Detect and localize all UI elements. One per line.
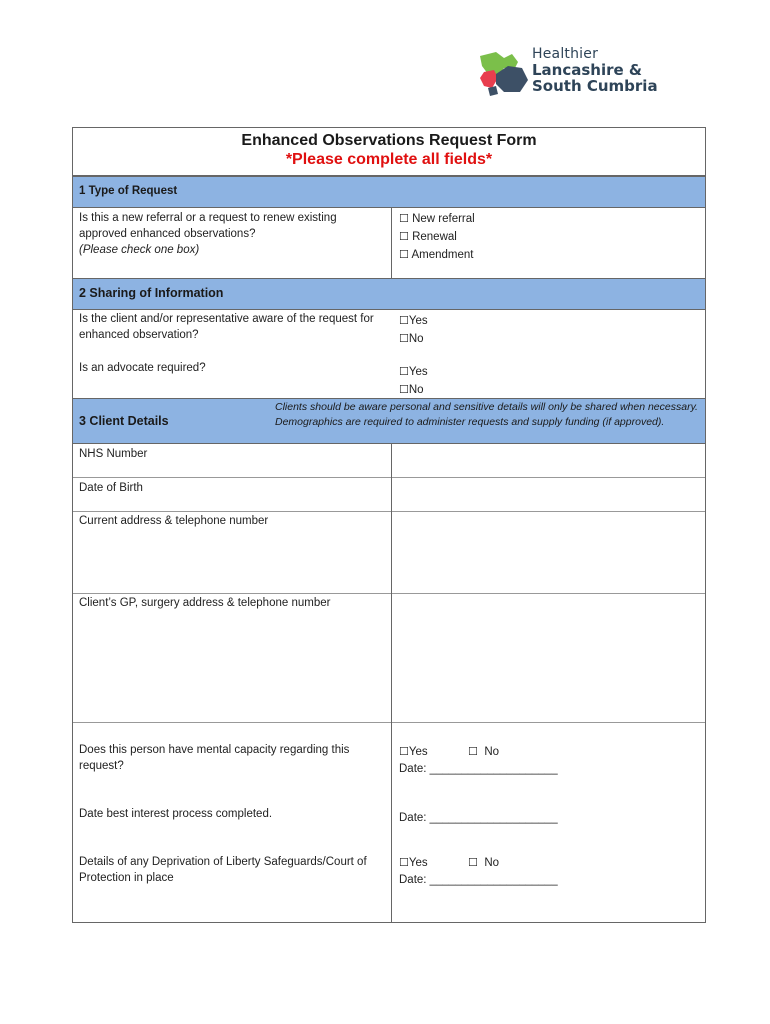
address-label: Current address & telephone number — [79, 515, 269, 527]
best-interest-question: Date best interest process completed. — [79, 808, 273, 820]
checkbox-new-referral[interactable]: ☐ — [399, 212, 409, 225]
checkbox-capacity-yes[interactable]: ☐ — [399, 745, 409, 758]
checkbox-capacity-no[interactable]: ☐ — [468, 745, 478, 758]
dob-label: Date of Birth — [79, 482, 143, 494]
capacity-no[interactable] — [468, 746, 499, 758]
privacy-note: Clients should be aware personal and sensitive details will only be shared when necessary. Demographics are required to administer requests and supply funding (if approved). — [275, 401, 698, 428]
section-1-heading: 1 Type of Request — [79, 185, 178, 197]
advocate-yes-label: Yes — [408, 366, 428, 378]
awareness-yes[interactable] — [399, 312, 599, 330]
awareness-no-label: No — [408, 333, 424, 345]
advocate-no[interactable] — [399, 381, 599, 399]
capacity-date[interactable]: Date: ____________________ — [399, 763, 558, 775]
checkbox-advocate-no[interactable]: ☐ — [399, 383, 409, 396]
capacity-question: Does this person have mental capacity regarding this request? — [79, 744, 350, 772]
section-2-heading: 2 Sharing of Information — [79, 286, 224, 300]
map-emblem-icon — [474, 48, 530, 100]
option-amendment-label: Amendment — [411, 249, 474, 261]
option-new-referral[interactable] — [399, 210, 699, 228]
gp-field[interactable] — [393, 594, 705, 721]
logo-line-1: Healthier — [532, 46, 599, 62]
nhs-number-label: NHS Number — [79, 448, 148, 460]
option-amendment[interactable] — [399, 246, 699, 264]
checkbox-renewal[interactable]: ☐ — [399, 230, 409, 243]
dols-no-label: No — [484, 857, 500, 869]
dols-date[interactable]: Date: ____________________ — [399, 874, 558, 886]
organisation-logo — [474, 44, 674, 100]
option-renewal-label: Renewal — [412, 231, 457, 243]
logo-line-2: Lancashire & — [532, 61, 642, 79]
checkbox-awareness-yes[interactable]: ☐ — [399, 314, 409, 327]
request-form — [72, 127, 706, 923]
request-type-options — [399, 210, 699, 264]
checkbox-awareness-no[interactable]: ☐ — [399, 332, 409, 345]
section-1-header — [73, 176, 705, 208]
section-3-heading: 3 Client Details — [79, 414, 169, 428]
checkbox-dols-no[interactable]: ☐ — [468, 856, 478, 869]
option-new-referral-label: New referral — [412, 213, 475, 225]
form-title-block — [73, 128, 705, 176]
dols-question: Details of any Deprivation of Liberty Safeguards/Court of Protection in place — [79, 856, 367, 884]
form-title: Enhanced Observations Request Form — [241, 132, 537, 149]
awareness-options — [399, 312, 599, 348]
awareness-question: Is the client and/or representative aware of the request for enhanced observation? — [79, 313, 374, 341]
nhs-number-field[interactable] — [393, 444, 705, 477]
section-1-question-cell — [79, 210, 387, 258]
dob-field[interactable] — [393, 478, 705, 511]
checkbox-amendment[interactable]: ☐ — [399, 248, 409, 261]
capacity-options — [399, 743, 699, 778]
address-field[interactable] — [393, 512, 705, 592]
advocate-options — [399, 363, 599, 399]
form-subtitle: *Please complete all fields* — [285, 151, 493, 168]
capacity-yes-label: Yes — [408, 746, 428, 758]
request-type-question: Is this a new referral or a request to renew existing approved enhanced observations? — [79, 212, 337, 240]
dols-no[interactable] — [468, 857, 499, 869]
awareness-yes-label: Yes — [408, 315, 428, 327]
capacity-no-label: No — [484, 746, 500, 758]
checkbox-advocate-yes[interactable]: ☐ — [399, 365, 409, 378]
capacity-yes[interactable] — [399, 746, 428, 758]
advocate-question: Is an advocate required? — [79, 362, 206, 374]
checkbox-dols-yes[interactable]: ☐ — [399, 856, 409, 869]
advocate-yes[interactable] — [399, 363, 599, 381]
gp-label: Client’s GP, surgery address & telephone number — [79, 597, 331, 609]
awareness-no[interactable] — [399, 330, 599, 348]
logo-line-3: South Cumbria — [532, 77, 658, 95]
request-type-hint: (Please check one box) — [79, 244, 200, 256]
section-2-header — [73, 278, 705, 310]
advocate-no-label: No — [408, 384, 424, 396]
dols-yes[interactable] — [399, 857, 428, 869]
dols-options — [399, 854, 699, 889]
section-3-header — [73, 398, 705, 444]
option-renewal[interactable] — [399, 228, 699, 246]
dols-yes-label: Yes — [408, 857, 428, 869]
best-interest-date[interactable]: Date: ____________________ — [399, 812, 558, 824]
